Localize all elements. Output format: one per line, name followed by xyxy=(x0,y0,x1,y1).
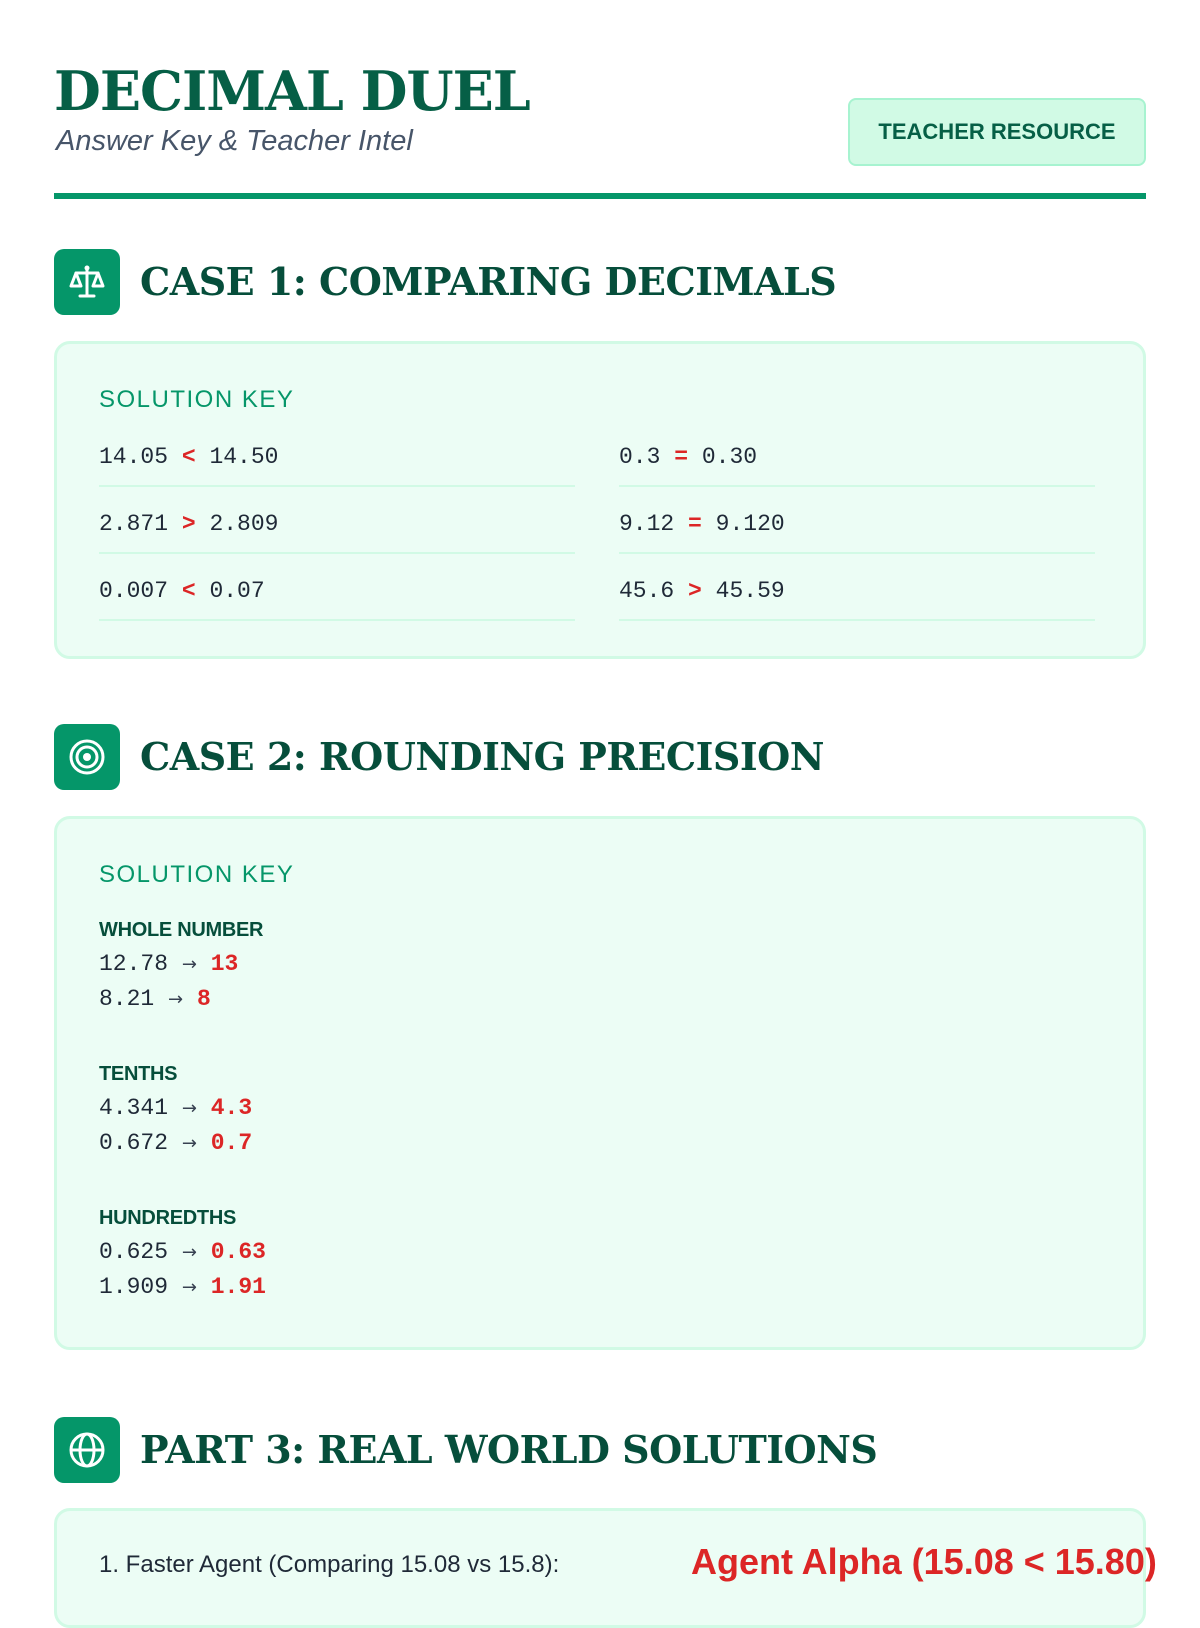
case2-solution-panel xyxy=(54,816,1146,1350)
real-world-answer: Agent Alpha (15.08 < 15.80) xyxy=(691,1541,1157,1582)
globe-icon xyxy=(54,1417,120,1483)
rounding-line: 12.78 → 13 xyxy=(99,951,239,977)
comparison-row: 0.007 < 0.07 xyxy=(99,578,575,621)
real-world-question: 1. Faster Agent (Comparing 15.08 vs 15.8): xyxy=(99,1551,560,1578)
rounding-line: 0.672 → 0.7 xyxy=(99,1130,253,1156)
solution-key-label: SOLUTION KEY xyxy=(99,861,295,888)
page-header xyxy=(54,56,1146,176)
header-divider xyxy=(54,193,1146,199)
part3-solution-panel xyxy=(54,1508,1157,1628)
comparison-row: 9.12 = 9.120 xyxy=(619,511,1095,554)
page-title: DECIMAL DUEL xyxy=(54,59,530,123)
solution-key-label: SOLUTION KEY xyxy=(99,386,295,413)
rounding-line: 4.341 → 4.3 xyxy=(99,1095,253,1121)
rounding-group-whole xyxy=(99,919,263,1017)
rounding-group-title: TENTHS xyxy=(99,1063,178,1085)
rounding-group-title: WHOLE NUMBER xyxy=(99,919,264,941)
balance-scale-icon xyxy=(54,249,120,315)
comparison-row: 45.6 > 45.59 xyxy=(619,578,1095,621)
case1-heading xyxy=(54,249,1146,315)
case2-title: CASE 2: ROUNDING PRECISION xyxy=(140,734,824,779)
rounding-line: 1.909 → 1.91 xyxy=(99,1274,266,1300)
comparison-row: 14.05 < 14.50 xyxy=(99,444,575,487)
rounding-line: 0.625 → 0.63 xyxy=(99,1239,266,1265)
case1-solution-panel xyxy=(54,341,1146,659)
case1-title: CASE 1: COMPARING DECIMALS xyxy=(140,259,837,304)
part3-title: PART 3: REAL WORLD SOLUTIONS xyxy=(140,1427,878,1472)
target-icon xyxy=(54,724,120,790)
rounding-line: 8.21 → 8 xyxy=(99,986,211,1012)
page-subtitle: Answer Key & Teacher Intel xyxy=(56,125,413,157)
comparison-row: 2.871 > 2.809 xyxy=(99,511,575,554)
case2-heading xyxy=(54,724,1146,790)
part3-heading xyxy=(54,1417,1146,1483)
rounding-group-tenths xyxy=(99,1063,252,1161)
comparison-row: 0.3 = 0.30 xyxy=(619,444,1095,487)
teacher-resource-badge: TEACHER RESOURCE xyxy=(848,98,1146,166)
rounding-group-hundredths xyxy=(99,1207,266,1305)
rounding-group-title: HUNDREDTHS xyxy=(99,1207,237,1229)
